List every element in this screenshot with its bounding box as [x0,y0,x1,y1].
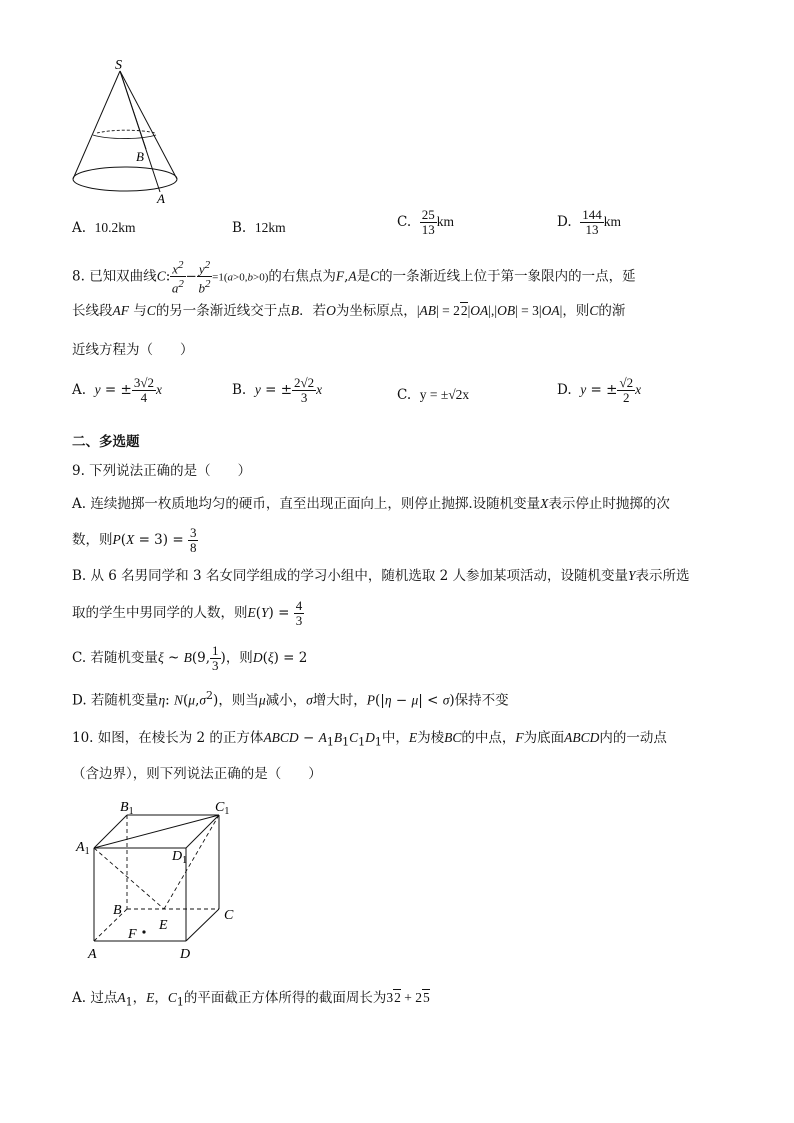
section-heading: 二、多选题 [72,434,140,450]
q8-line-3: 近线方程为（ ） [72,342,194,358]
option-unit: km [436,214,454,229]
cone-label-a: A [157,191,165,205]
option-label: D. [557,214,572,230]
cube-label-a1: $A_1$ [76,840,90,857]
cube-label-f: F [128,927,137,942]
q7-option-b[interactable] [232,218,286,238]
q8-option-b[interactable]: B. y = ± $\frac{2√2}{3}$ x [232,375,323,405]
cone-label-s: S [115,58,122,73]
q9-stem: 9. 下列说法正确的是（ ） [72,463,252,479]
q7-option-d[interactable] [557,208,621,237]
cube-label-c1: $C_1$ [215,800,230,817]
q7-option-c[interactable] [397,208,454,237]
q7-option-a[interactable] [72,218,136,238]
q9-option-b-line2: 取的学生中男同学的人数，则E(Y) = $\frac{4}{3}$ [72,598,303,628]
option-value: 12km [254,220,286,235]
q8-option-a[interactable]: A. y = ± $\frac{3√2}{4}$ x [72,375,162,405]
cone-figure [60,55,190,205]
fraction-denominator: 13 [585,222,599,237]
option-label: A. [72,220,87,236]
cube-label-b1: $B_1$ [120,800,134,817]
cube-label-c: C [224,908,234,923]
cube-label-a: A [88,947,97,962]
cube-label-b: B [113,903,122,918]
cube-figure [72,798,252,968]
q9-option-b-line1[interactable]: B. 从 6 名男同学和 3 名女同学组成的学习小组中，随机选取 2 人参加某项活动，设随机变量Y表示所选 [72,568,690,584]
fraction-denominator: 13 [421,222,435,237]
q9-option-c[interactable]: C. 若随机变量ξ ~ B(9, $\frac{1}{3}$ )，则D(ξ) = 2 [72,643,308,673]
option-label: C. [397,214,412,230]
q9-option-a-line2: 数，则P(X = 3) = $\frac{3}{8}$ [72,525,197,555]
q8-option-c[interactable]: C. y = ±√2x [397,387,470,403]
q9-option-a-line1[interactable]: A. 连续抛掷一枚质地均匀的硬币，直至出现正面向上，则停止抛掷.设随机变量X表示停止时抛掷的次 [72,496,670,512]
q10-line-2: （含边界），则下列说法正确的是（ ） [72,766,322,782]
cone-label-b: B [136,149,144,164]
fraction-numerator: 25 [421,207,435,222]
q8-option-d[interactable]: D. y = ± $\frac{√2}{2}$ x [557,375,642,405]
fraction-numerator: 144 [582,207,602,222]
q9-option-d[interactable]: D. 若随机变量η: $N(\mu,\sigma^2)$，则当μ减小，σ增大时，P(|η − μ| < σ)保持不变 [72,689,509,709]
q10-option-a[interactable]: A. 过点$A_1$，E，$C_1$的平面截正方体所得的截面周长为32 + 25 [72,990,430,1009]
q8-line-2: 长线段AF 与C的另一条渐近线交于点B．若O为坐标原点，|AB| = 22|OA|,|OB| = 3|OA|，则C的渐 [72,303,626,319]
option-label: B. [232,220,247,236]
cube-label-d1: $D_1$ [172,849,188,866]
option-value: 10.2km [94,220,136,235]
option-unit: km [603,214,621,229]
q8-line-1: 8. 已知双曲线C: $\frac{x^2}{a^2}$ − $\frac{y^2}{b^2}$ =1(a>0,b>0)的右焦点为F,A是C的一条渐近线上位于第一象限内的一点，延 [72,259,636,296]
cube-label-e: E [159,918,168,933]
cube-label-d: D [180,947,191,962]
q10-line-1: 10. 如图，在棱长为 2 的正方体ABCD − $A_1B_1C_1D_1$中，E为棱BC的中点，F为底面ABCD内的一动点 [72,730,667,749]
